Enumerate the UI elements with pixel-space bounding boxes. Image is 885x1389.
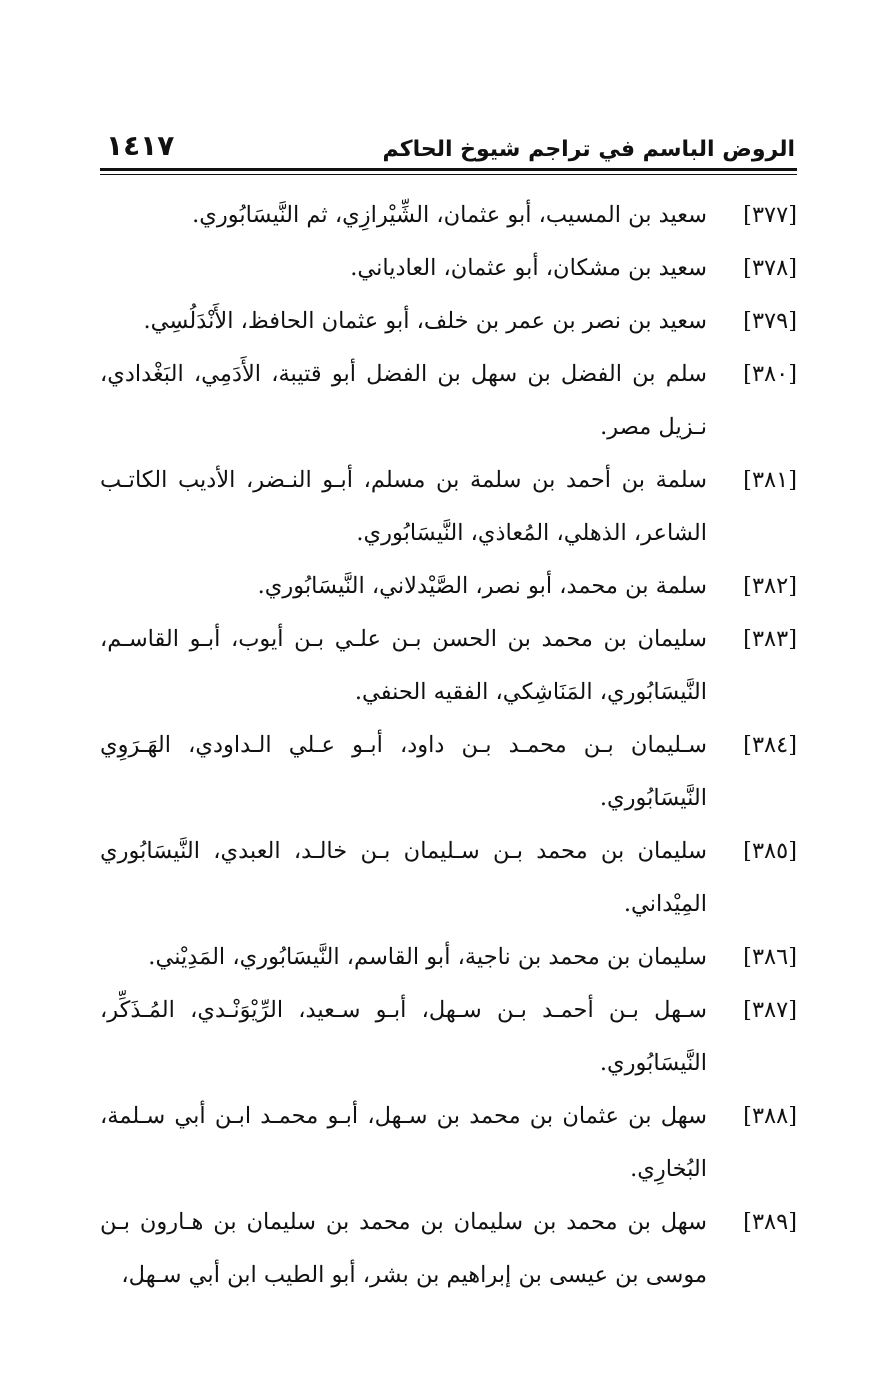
entry-text: سلم بن الفضل بن سهل بن الفضل أبو قتيبة، الأَدَمِي، البَغْدادي، نـزيل مصر. (100, 361, 707, 440)
entry-text: سعيد بن المسيب، أبو عثمان، الشِّيْرازِي، ثم النَّيسَابُوري. (192, 202, 707, 228)
entry-text: سهل بن محمد بن سليمان بن محمد بن سليمان بن هـارون بـن موسى بن عيسى بن إبراهيم بن بشر، أبو الطيب ابن أبي سـهل، (100, 1209, 707, 1288)
page-header (100, 118, 797, 162)
header-rule-thick (100, 168, 797, 171)
entry-number: [٣٨١] (743, 467, 797, 493)
entry-text: سـليمان بـن محمـد بـن داود، أبـو عـلي الـداودي، الهَـرَوِي النَّيسَابُوري. (100, 732, 707, 811)
entries-list (100, 189, 797, 1302)
entry-number: [٣٧٧] (743, 202, 797, 228)
entry-number: [٣٧٨] (743, 255, 797, 281)
entry-text: سليمان بن محمد بن ناجية، أبو القاسم، النَّيسَابُوري، المَدِيْني. (148, 944, 707, 970)
entry-text: سـهل بـن أحمـد بـن سـهل، أبـو سـعيد، الرِّيْوَنْـدي، المُـذَكِّر، النَّيسَابُوري. (100, 997, 707, 1076)
entry-386 (100, 931, 797, 984)
entry-384 (100, 719, 797, 825)
entry-number: [٣٨٦] (743, 944, 797, 970)
entry-text: سلمة بن أحمد بن سلمة بن مسلم، أبـو النـضر، الأديب الكاتـب الشاعر، الذهلي، المُعاذي، النَّيسَابُوري. (100, 467, 707, 546)
entry-number: [٣٨٤] (743, 732, 797, 758)
entry-text: سهل بن عثمان بن محمد بن سـهل، أبـو محمـد ابـن أبي سـلمة، البُخارِي. (100, 1103, 707, 1182)
entry-381 (100, 454, 797, 560)
entry-number: [٣٨٨] (743, 1103, 797, 1129)
entry-387 (100, 984, 797, 1090)
entry-378 (100, 242, 797, 295)
entry-number: [٣٨٥] (743, 838, 797, 864)
entry-379 (100, 295, 797, 348)
entry-number: [٣٨٣] (743, 626, 797, 652)
entry-385 (100, 825, 797, 931)
header-rule-thin (100, 174, 797, 175)
entry-number: [٣٨٠] (743, 361, 797, 387)
entry-text: سليمان بن محمد بن الحسن بـن علـي بـن أيوب، أبـو القاسـم، النَّيسَابُوري، المَنَاشِكي، الفقيه الحنفي. (100, 626, 707, 705)
entry-number: [٣٧٩] (743, 308, 797, 334)
entry-389 (100, 1196, 797, 1302)
entry-number: [٣٨٢] (743, 573, 797, 599)
running-title: الروض الباسم في تراجم شيوخ الحاكم (382, 137, 795, 162)
entry-383 (100, 613, 797, 719)
entry-text: سلمة بن محمد، أبو نصر، الصَّيْدلاني، النَّيسَابُوري. (257, 573, 707, 599)
entry-377 (100, 189, 797, 242)
entry-text: سليمان بن محمد بـن سـليمان بـن خالـد، العبدي، النَّيسَابُوري المِيْداني. (100, 838, 707, 917)
entry-380 (100, 348, 797, 454)
entry-text: سعيد بن نصر بن عمر بن خلف، أبو عثمان الحافظ، الأَنْدَلُسِي. (143, 308, 707, 334)
entry-number: [٣٨٧] (743, 997, 797, 1023)
entry-text: سعيد بن مشكان، أبو عثمان، العادياني. (350, 255, 707, 281)
entry-number: [٣٨٩] (743, 1209, 797, 1235)
entry-388 (100, 1090, 797, 1196)
page-number: ١٤١٧ (106, 129, 175, 162)
entry-382 (100, 560, 797, 613)
